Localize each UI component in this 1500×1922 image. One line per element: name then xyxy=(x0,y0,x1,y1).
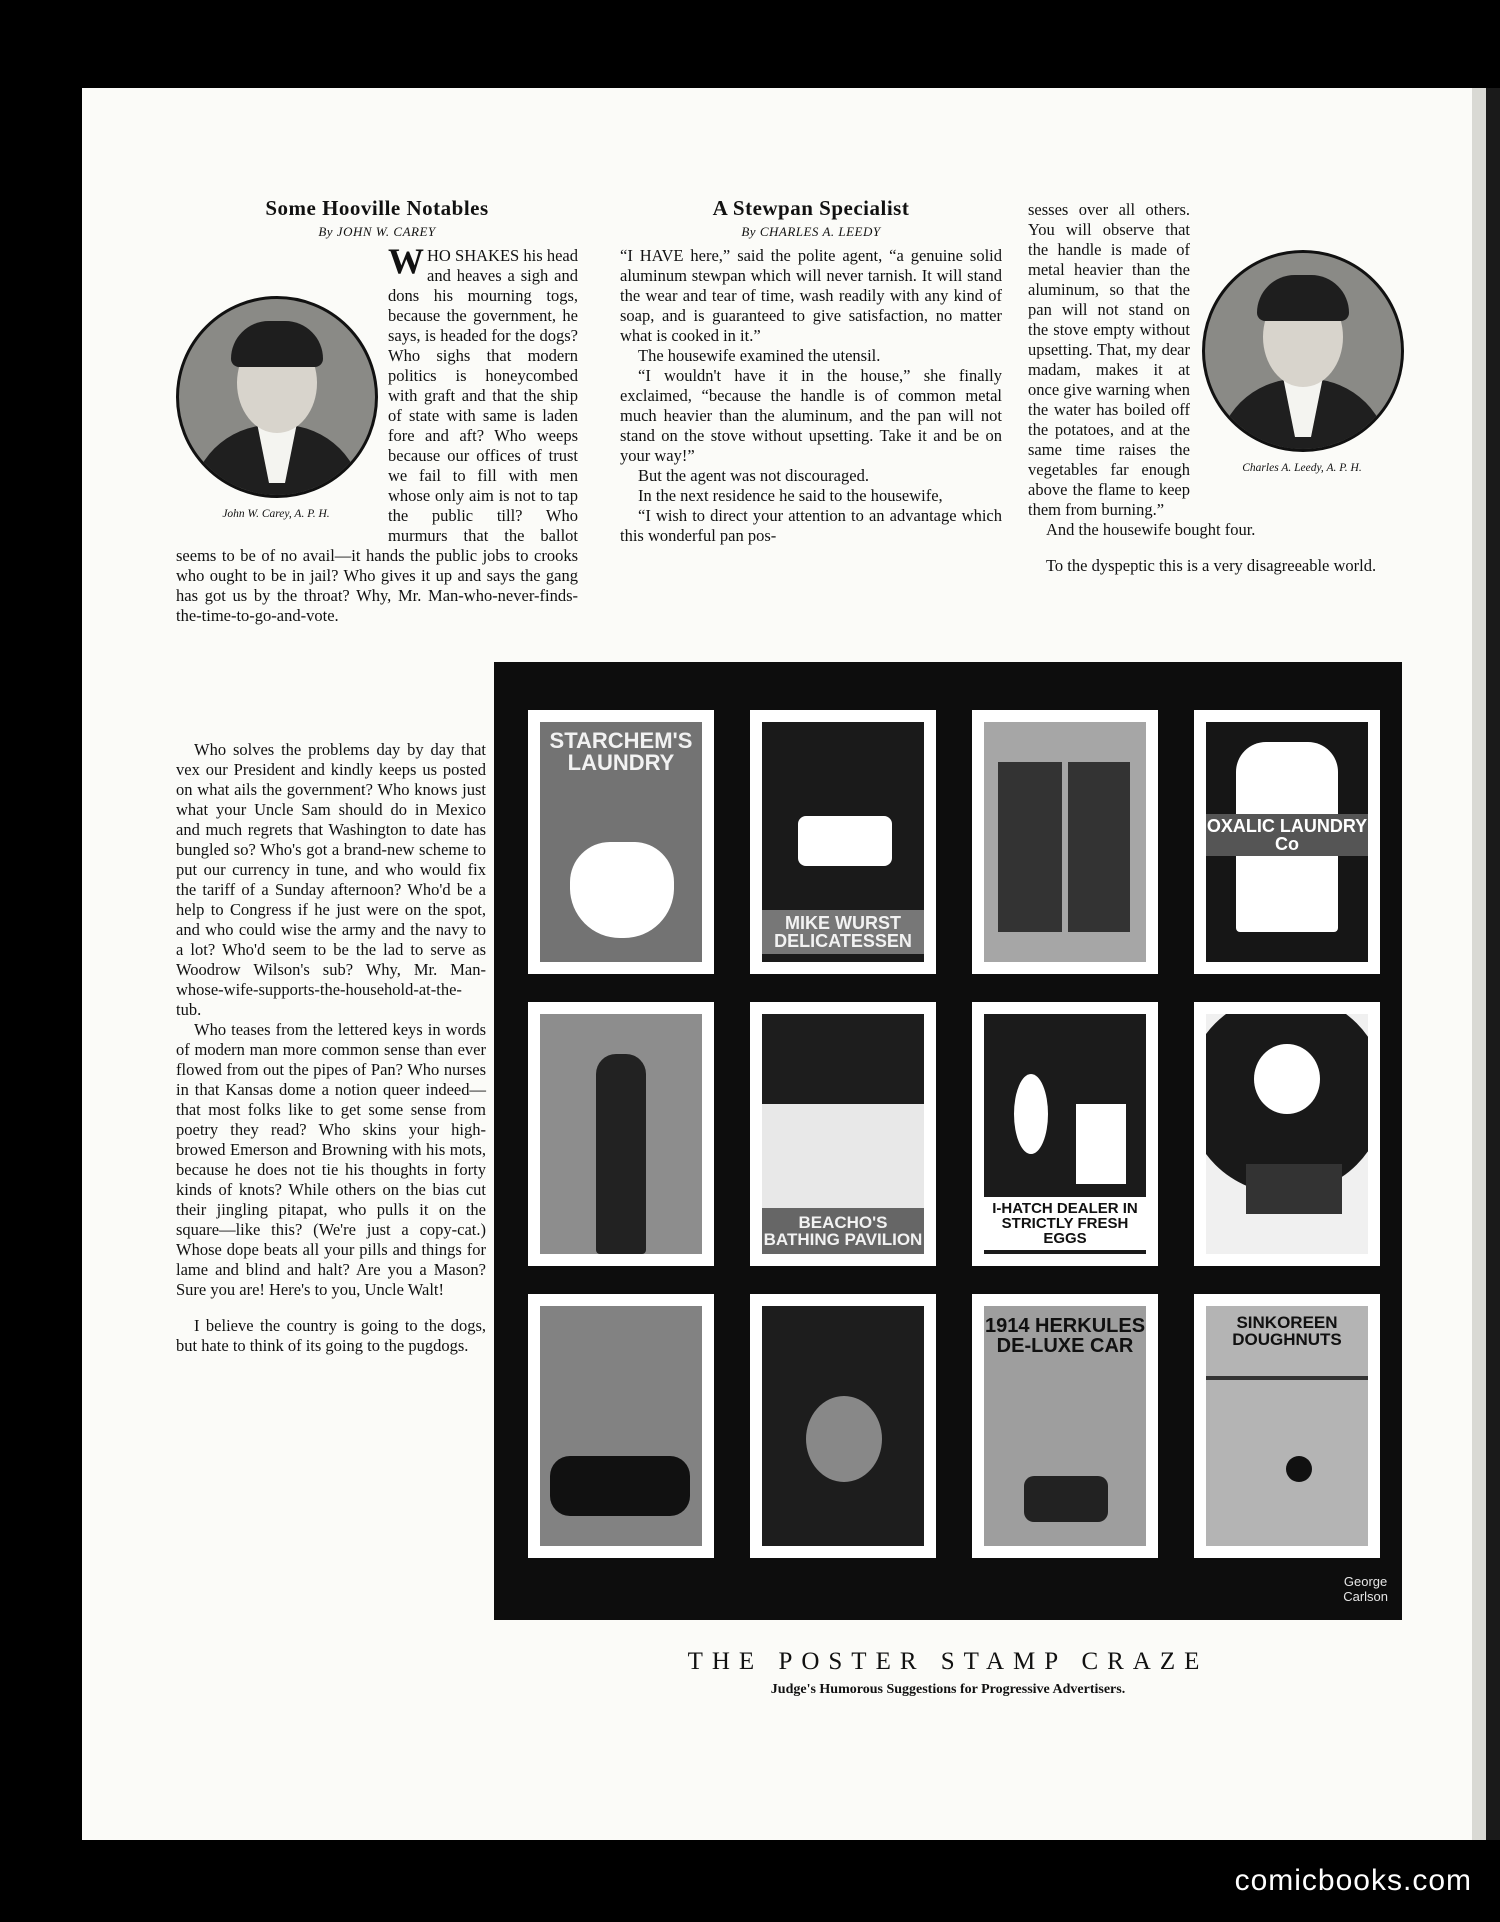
site-credit: comicbooks.com xyxy=(1234,1864,1472,1897)
portrait-caption: John W. Carey, A. P. H. xyxy=(222,508,330,520)
article-paragraph: And the housewife bought four. xyxy=(1046,520,1256,539)
article-hooville-notables xyxy=(176,198,578,626)
article-paragraph: But the agent was not discouraged. xyxy=(638,466,869,485)
article-paragraph: In the next residence he said to the housewife, xyxy=(638,486,943,505)
portrait-leedy xyxy=(1202,250,1402,478)
portrait-photo xyxy=(1202,250,1404,452)
article-stewpan-continued xyxy=(1028,200,1402,576)
illustration-subtitle: Judge's Humorous Suggestions for Progressive Advertisers. xyxy=(770,1682,1126,1697)
poster-stamp: SINKOREEN DOUGHNUTS xyxy=(1194,1294,1380,1558)
poster-stamp: STARCHEM'S LAUNDRY xyxy=(528,710,714,974)
poster-stamp: I-HATCH DEALER IN STRICTLY FRESH EGGS xyxy=(972,1002,1158,1266)
portrait-caption: Charles A. Leedy, A. P. H. xyxy=(1242,462,1362,474)
page-spine-shadow xyxy=(1486,88,1500,1840)
magazine-page xyxy=(82,88,1472,1840)
poster-stamp xyxy=(972,710,1158,974)
illustration-title: THE POSTER STAMP CRAZE xyxy=(687,1648,1209,1675)
poster-stamp-illustration xyxy=(494,662,1402,1620)
article-paragraph: Who teases from the lettered keys in words of modern man more common sense than ever flowed from out the pipes of Pan? Who nurses in that Kansas dome a notion queer indeed—that most folks like to get some sense from poetry they read? Who skins your high-browed Emerson and Browning with his mots, because he does not tie his thoughts in forty kinds of knots? While others on the bias cut their jingling pitapat, who pulls it on the square—like this? (We're just a copy-cat.) Whose dope beats all your pills and things for lame and blind and halt? Are you a Mason? Sure you are! Here's to you, Uncle Walt! xyxy=(176,1020,486,1299)
poster-stamp xyxy=(528,1002,714,1266)
portrait-carey xyxy=(176,296,376,524)
poster-stamp: BEACHO'S BATHING PAVILION xyxy=(750,1002,936,1266)
article-paragraph: The housewife examined the utensil. xyxy=(638,346,881,365)
article-byline: By CHARLES A. LEEDY xyxy=(741,224,881,239)
article-paragraph: “I wouldn't have it in the house,” she finally exclaimed, “because the handle is of common metal much heavier than the aluminum, and the pan will not stand on the stove without upsetting. Take it and be on your way!” xyxy=(620,366,1002,465)
article-hooville-continued xyxy=(176,740,486,1356)
article-headline: A Stewpan Specialist xyxy=(712,196,910,220)
artist-signature: George Carlson xyxy=(1343,1574,1388,1604)
poster-stamp: OXALIC LAUNDRY Co xyxy=(1194,710,1380,974)
aside-quip: To the dyspeptic this is a very disagreeable world. xyxy=(1046,556,1377,575)
portrait-photo xyxy=(176,296,378,498)
poster-stamp xyxy=(750,1294,936,1558)
article-headline: Some Hooville Notables xyxy=(265,196,489,220)
poster-stamp: 1914 HERKULES DE-LUXE CAR xyxy=(972,1294,1158,1558)
article-paragraph: “I HAVE here,” said the polite agent, “a genuine solid aluminum stewpan which will never tarnish. It will stand the wear and tear of time, wash readily with any kind of soap, and is guaranteed to give satisfaction, no matter what is cooked in it.” xyxy=(620,246,1002,345)
article-closing: I believe the country is going to the dogs, but hate to think of its going to the pugdogs. xyxy=(176,1316,486,1355)
poster-stamp: MIKE WURST DELICATESSEN xyxy=(750,710,936,974)
article-lead-paragraph: WHO SHAKES his head and heaves a sigh and dons his mourning togs, because the government, he says, is headed for the dogs? Who sighs that modern politics is honeycombed with graft and that the ship of state with same is laden fore and aft? Who weeps because our offices of trust we fail to fill with men whose only aim is not to tap the public till? Who murmurs that the ballot seems to be of no avail—it hands the public jobs to crooks who ought to be in jail? Who gives it up and says the gang has got us by the throat? Why, Mr. Man-who-never-finds-the-time-to-go-and-vote. xyxy=(176,241,578,625)
poster-stamp xyxy=(528,1294,714,1558)
drop-cap: W xyxy=(388,241,424,281)
article-stewpan-specialist xyxy=(620,198,1002,546)
article-paragraph: sesses over all others. You will observe that the handle is made of metal heavier than the aluminum, so that the pan will not stand on the stove empty without upsetting. That, my dear madam, makes it at once give warning when the water has boiled off the potatoes, and at the same time raises the vegetables far enough above the flame to keep them from burning.” xyxy=(1028,200,1190,519)
article-paragraph: “I wish to direct your attention to an advantage which this wonderful pan pos- xyxy=(620,506,1002,545)
poster-stamp xyxy=(1194,1002,1380,1266)
article-byline: By JOHN W. CAREY xyxy=(318,224,436,239)
article-paragraph: Who solves the problems day by day that vex our President and kindly keeps us posted on what ails the government? Who knows just what your Uncle Sam should do in Mexico and much regrets that Washington to date has bungled so? Who's got a brand-new scheme to put our currency in tune, and who would fix the tariff of a Sunday afternoon? Who'd be a help to Congress if he just were on the spot, and who could wise the army and the navy to a lot? Who'd seem to be the lad to serve as Woodrow Wilson's sub? Why, Mr. Man-whose-wife-supports-the-household-at-the-tub. xyxy=(176,740,486,1019)
